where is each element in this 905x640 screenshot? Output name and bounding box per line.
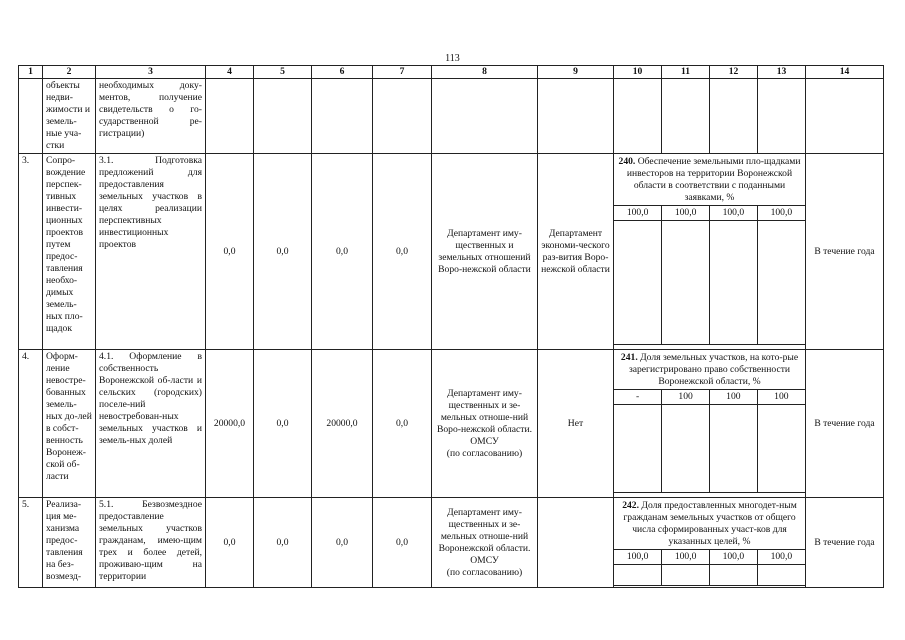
term: В течение года bbox=[806, 154, 884, 350]
row-number: 5. bbox=[19, 498, 43, 588]
indicator-number: 242. bbox=[622, 500, 639, 511]
indicator-value: 100 bbox=[662, 390, 710, 405]
funding-local: 0,0 bbox=[373, 498, 432, 588]
indicator-number: 241. bbox=[620, 352, 638, 363]
funding-federal: 0,0 bbox=[254, 498, 312, 588]
indicator-value: 100,0 bbox=[710, 550, 758, 565]
col-number: 12 bbox=[710, 66, 758, 79]
col-number: 5 bbox=[254, 66, 312, 79]
indicator-value: 100,0 bbox=[662, 550, 710, 565]
page-number: 113 bbox=[445, 53, 460, 64]
funding-total: 20000,0 bbox=[206, 350, 254, 498]
col-number: 8 bbox=[432, 66, 538, 79]
executor-note: (по согласованию) bbox=[446, 447, 523, 459]
funding-federal: 0,0 bbox=[254, 154, 312, 350]
funding-total: 0,0 bbox=[206, 498, 254, 588]
subevent-name: 5.1. Безвозмездное предоставление земельных участков гражданам, имею-щим трех и более детей, проживаю-щим на территории bbox=[96, 498, 206, 588]
event-name: объекты недви-жимости и земель-ные уча-стки bbox=[43, 79, 96, 154]
co-executor: Департамент экономи-ческого раз-вития Воро-нежской области bbox=[538, 154, 614, 350]
indicator-values bbox=[614, 389, 805, 493]
col-number: 10 bbox=[614, 66, 662, 79]
subevent-name: 3.1. Подготовка предложений для предоставления земельных участков в целях реализации перспективных инвестиционных проектов bbox=[96, 154, 206, 350]
table-row bbox=[19, 498, 884, 588]
indicator-value: 100 bbox=[757, 390, 805, 405]
indicator-values bbox=[614, 549, 805, 586]
col-number: 11 bbox=[662, 66, 710, 79]
row-number: 4. bbox=[19, 350, 43, 498]
funding-local: 0,0 bbox=[373, 154, 432, 350]
term: В течение года bbox=[806, 498, 884, 588]
indicator-value: 100,0 bbox=[614, 206, 662, 221]
indicator-values bbox=[614, 205, 805, 345]
indicator-description: Доля предоставленных многодет-ным гражданам земельных участков от общего числа сформированных участ-ков для указанных целей, % bbox=[623, 500, 797, 547]
indicator-number: 240. bbox=[618, 156, 636, 167]
indicator-description: Доля земельных участков, на кото-рые зарегистрировано право собственности Воронежской области, % bbox=[628, 352, 799, 387]
event-name: Сопро-вождение перспек-тивных инвести-ционных проектов путем предос-тавления необхо-димых земель-ных пло-щадок bbox=[43, 154, 96, 350]
col-number: 6 bbox=[312, 66, 373, 79]
row-number bbox=[19, 79, 43, 154]
program-table bbox=[18, 65, 884, 588]
indicator-text bbox=[614, 350, 805, 389]
indicator-value: 100 bbox=[710, 390, 758, 405]
executor bbox=[432, 498, 538, 588]
row-number: 3. bbox=[19, 154, 43, 350]
indicator-value: 100,0 bbox=[710, 206, 758, 221]
executor-extra: ОМСУ bbox=[470, 435, 499, 447]
term: В течение года bbox=[806, 350, 884, 498]
column-numbers-row bbox=[19, 66, 884, 79]
indicator-text bbox=[614, 498, 805, 549]
indicator-value: 100,0 bbox=[757, 550, 805, 565]
col-number: 1 bbox=[19, 66, 43, 79]
col-number: 7 bbox=[373, 66, 432, 79]
funding-regional: 20000,0 bbox=[312, 350, 373, 498]
col-number: 9 bbox=[538, 66, 614, 79]
executor-extra: ОМСУ bbox=[470, 554, 499, 566]
col-number: 2 bbox=[43, 66, 96, 79]
indicator-value: - bbox=[614, 390, 662, 405]
table-row bbox=[19, 350, 884, 498]
funding-regional: 0,0 bbox=[312, 498, 373, 588]
indicator-cell bbox=[614, 350, 806, 498]
indicator-cell bbox=[614, 154, 806, 350]
col-number: 13 bbox=[758, 66, 806, 79]
co-executor bbox=[538, 498, 614, 588]
indicator-value: 100,0 bbox=[614, 550, 662, 565]
col-number: 4 bbox=[206, 66, 254, 79]
executor-name: Департамент иму-щественных и зе-мельных отноше-ний Воро-нежской области. bbox=[436, 387, 533, 435]
funding-local: 0,0 bbox=[373, 350, 432, 498]
col-number: 3 bbox=[96, 66, 206, 79]
subevent-name: необходимых доку-ментов, получение свидетельств о го-сударственной ре-гистрации) bbox=[96, 79, 206, 154]
indicator-value: 100,0 bbox=[757, 206, 805, 221]
indicator-cell bbox=[614, 498, 806, 588]
event-name: Оформ-ление невостре-бованных земель-ных до-лей в собст-венность Воронеж-ской об-ласти bbox=[43, 350, 96, 498]
indicator-text bbox=[614, 154, 805, 205]
table-row bbox=[19, 154, 884, 350]
executor-name: Департамент иму-щественных и зе-мельных отноше-ний Воронежской области. bbox=[438, 506, 531, 554]
subevent-name: 4.1. Оформление в собственность Воронежской об-ласти и сельских (городских) поселе-ний невостребован-ных земельных участков и земель-ных долей bbox=[96, 350, 206, 498]
table-row-continuation bbox=[19, 79, 884, 154]
executor: Департамент иму-щественных и земельных отношений Воро-нежской области bbox=[432, 154, 538, 350]
co-executor: Нет bbox=[538, 350, 614, 498]
funding-total: 0,0 bbox=[206, 154, 254, 350]
event-name: Реализа-ция ме-ханизма предос-тавления на без-возмезд- bbox=[43, 498, 96, 588]
executor bbox=[432, 350, 538, 498]
indicator-description: Обеспечение земельными пло-щадками инвесторов на территории Воронежской области в соответствии с поданными заявками, % bbox=[626, 156, 801, 203]
col-number: 14 bbox=[806, 66, 884, 79]
funding-federal: 0,0 bbox=[254, 350, 312, 498]
funding-regional: 0,0 bbox=[312, 154, 373, 350]
executor-note: (по согласованию) bbox=[446, 566, 523, 578]
indicator-value: 100,0 bbox=[662, 206, 710, 221]
